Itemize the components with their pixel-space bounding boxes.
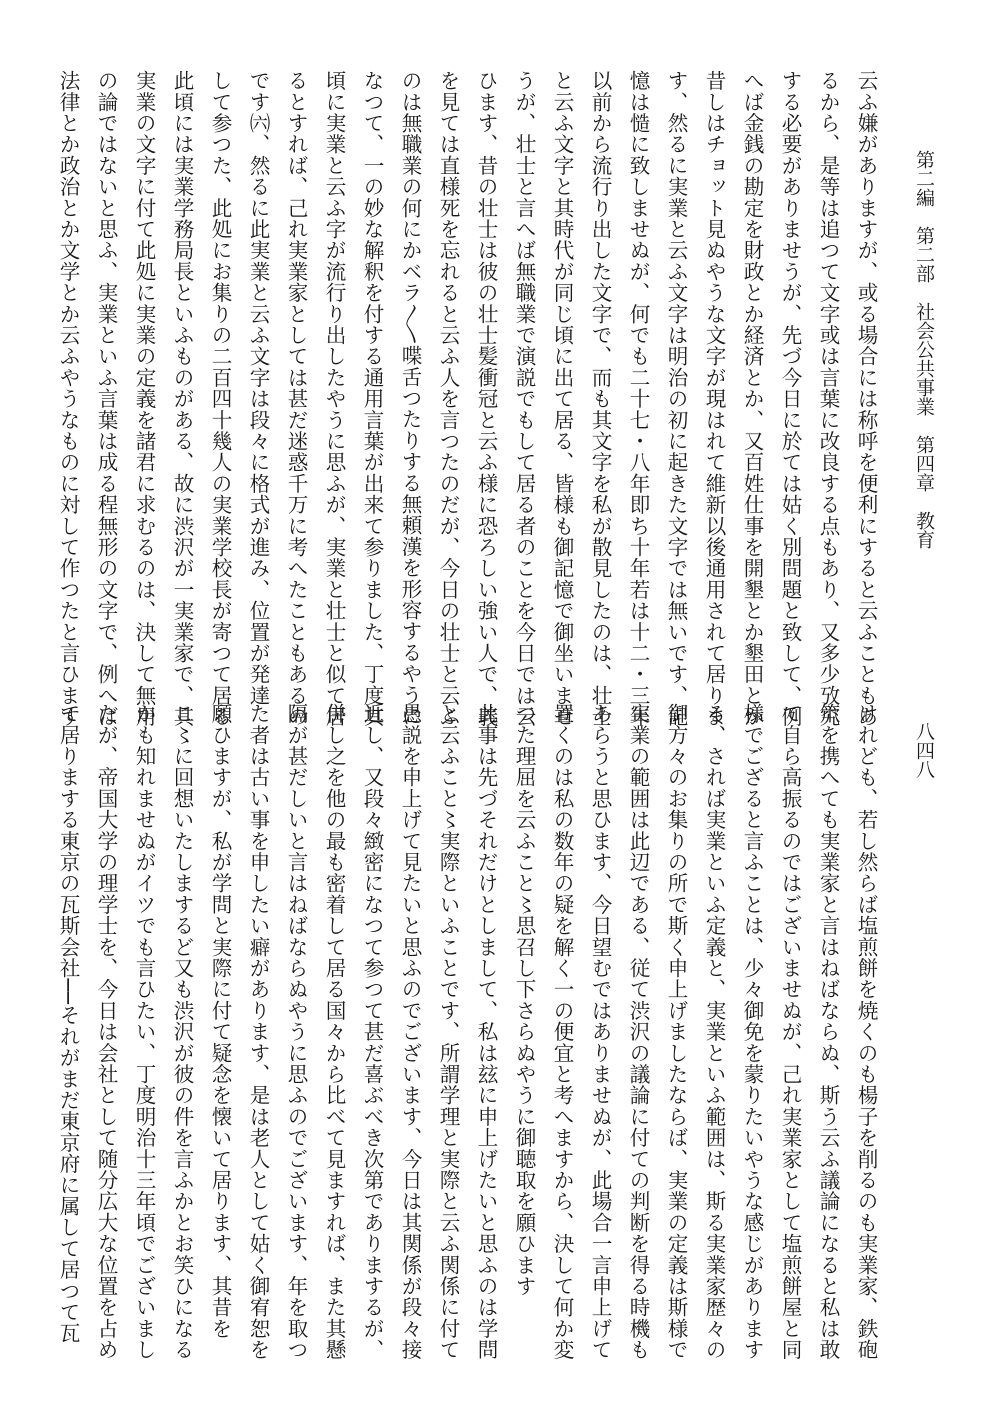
text-line: 笊を携へても実業家と言はねばならぬ、斯う云ふ議論になると私は敢: [816, 703, 840, 1361]
text-line: 近し、又段々緻密になつて参つて甚だ喜ぶべき次第でありまするが、: [360, 703, 384, 1361]
text-line: つた理屈を云ふこと〻思召し下さらぬやうに御聴取を願ひます: [512, 703, 536, 1297]
text-line: です㈥、然るに此実業と云ふ文字は段々に格式が進み、位置が発達: [246, 70, 270, 706]
text-line: 併し之を他の最も密着して居る国々から比べて見ますれば、また其懸: [322, 703, 346, 1361]
text-line: と云ふ文字と其時代が同じ頃に出て居る、皆様も御記憶で御坐いませ: [550, 70, 574, 728]
text-line: こ〻に回想いたしまするど又も渋沢が彼の件を言ふかとお笑ひになる: [170, 703, 194, 1361]
text-line: 願ひますが、私が学問と実際に付て疑念を懐いて居ります、其昔を: [208, 703, 232, 1339]
text-line: 様でござると言ふことは、少々御免を蒙りたいやうな感じがあります: [740, 703, 764, 1361]
upper-text-block: [49, 70, 885, 728]
text-line: 憶は慥に致しませぬが、何でも二十七・八年即ち十年若は十二・三年: [626, 70, 650, 728]
text-line: 以前から流行り出した文字で、而も其文字を私が散見したのは、壮士: [588, 70, 612, 728]
text-line: のは無職業の何にかベラ〳〵喋舌つたりする無頼漢を形容するやうに: [398, 70, 422, 727]
text-line: なつて、一の妙な解釈を付する通用言葉が出来て参りました、丁度其: [360, 70, 384, 728]
text-line: 頃に実業と云ふ字が流行り出したやうに思ふが、実業と壮士と似て居: [322, 70, 346, 728]
text-line: 実業の範囲は此辺である、従て渋沢の議論に付ての判断を得る時機も: [626, 703, 650, 1361]
lower-text-block: [49, 703, 885, 1361]
text-line: 法律とか政治とか文学とか云ふやうなものに対して作つたと言ひます: [56, 70, 80, 728]
text-line: と云ふこと〻実際といふことです、所謂学理と実際と云ふ関係に付て: [436, 703, 460, 1361]
text-line: て居りまする東京の瓦斯会社──それがまだ東京府に属して居つて瓦: [56, 703, 80, 1344]
text-line: 此頃には実業学務局長といふものがある、故に渋沢が一実業家で、其: [170, 70, 194, 728]
text-line: の論ではないと思ふ、実業といふ言葉は成る程無形の文字で、例へば: [94, 70, 118, 728]
text-line: る、されば実業といふ定義と、実業といふ範囲は、斯る実業家歴々の: [702, 703, 726, 1361]
text-line: する必要がありませうが、先づ今日に於ては姑く別問題と致して、例: [778, 70, 802, 728]
text-line: たが、帝国大学の理学士を、今日は会社として随分広大な位置を占め: [94, 703, 118, 1361]
text-line: けれども、若し然らば塩煎餅を焼くのも楊子を削るのも実業家、鉄砲: [854, 703, 878, 1361]
page-number: 八四八: [913, 722, 935, 779]
text-line: 隔が甚だしいと言はねばならぬやうに思ふのでございます、年を取つ: [284, 703, 308, 1361]
text-line: るから、是等は追つて文字或は言葉に改良する点もあり、又多少攷究: [816, 70, 840, 728]
text-line: へば金銭の勘定を財政とか経済とか、又百姓仕事を開墾とか墾田とか: [740, 70, 764, 728]
text-line: 此事は先づそれだけとしまして、私は玆に申上げたいと思ふのは学問: [474, 703, 498, 1361]
text-line: るとすれば、己れ実業家としては甚だ迷惑千万に考へたこともあるの: [284, 70, 308, 728]
running-head: 第二編 第二部 社会公共事業 第四章 教育: [913, 150, 935, 549]
text-line: して参つた、此処にお集りの二百四十幾人の実業学校長が寄つて居る: [208, 70, 232, 728]
text-line: 実業の文字に付て此処に実業の定義を諸君に求むるのは、決して無用: [132, 70, 156, 728]
text-line: あらうと思ひます、今日望むではありませぬが、此場合一言申上げて: [588, 703, 612, 1361]
text-line: 御方々のお集りの所で斯く申上げましたならば、実業の定義は斯様で: [664, 703, 688, 1361]
text-line: 置くのは私の数年の疑を解く一の便宜と考へますから、決して何か変: [550, 703, 574, 1361]
text-line: うが、壮士と言へば無職業で演説でもして居る者のことを今日では云: [512, 70, 536, 728]
text-line: す、然るに実業と云ふ文字は明治の初に起きた文字では無いです、記: [664, 70, 688, 728]
text-line: た者は古い事を申したい癖があります、是は老人として姑く御宥恕を: [246, 703, 270, 1361]
text-line: 云ふ嫌がありますが、或る場合には称呼を便利にすると云ふこともあ: [854, 70, 878, 728]
text-line: を見ては直様死を忘れると云ふ人を言つたのだが、今日の壮士と云ふ: [436, 70, 460, 728]
text-line: て自ら高振るのではございませぬが、己れ実業家として塩煎餅屋と同: [778, 703, 802, 1361]
text-line: 昔しはチョット見ぬやうな文字が現はれて維新以後通用されて居りま: [702, 70, 726, 728]
text-line: ひます、昔の壮士は彼の壮士髪衝冠と云ふ様に恐ろしい強い人で、義: [474, 70, 498, 728]
text-line: かも知れませぬがイツでも言ひたい、丁度明治十三年頃でございまし: [132, 703, 156, 1361]
text-line: 愚説を申上げて見たいと思ふのでございます、今日は其関係が段々接: [398, 703, 422, 1361]
